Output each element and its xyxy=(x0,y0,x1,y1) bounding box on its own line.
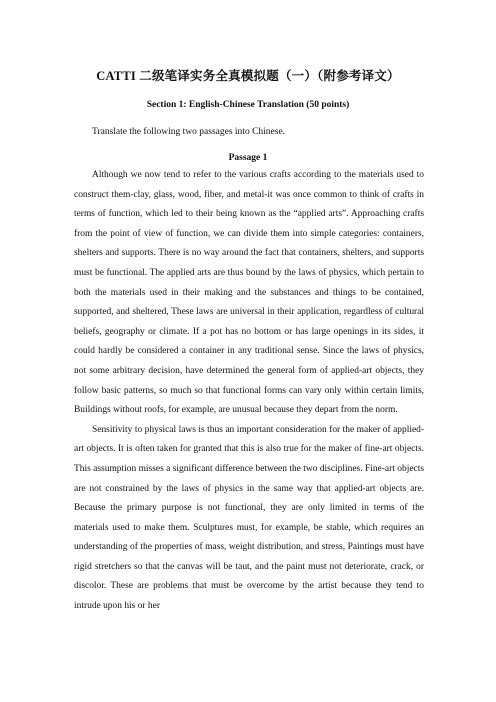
passage-heading: Passage 1 xyxy=(228,153,268,163)
section-heading: Section 1: English-Chinese Translation (50 points) xyxy=(146,100,350,110)
instruction-text: Translate the following two passages into Chinese. xyxy=(92,127,286,137)
paragraph-2: Sensitivity to physical laws is thus an important consideration for the maker of applied-art objects. It is often taken for granted that this is also true for the maker of fine-art objects. This assumption misses a significant difference between the two disciplines. Fine-art objects are not constrained by the laws of physics in the same way that applied-art objects are. Because the primary purpose is not functional, they are only limited in terms of the materials used to make them. Sculptures must, for example, be stable, which requires an understanding of the properties of mass, weight distribution, and stress, Paintings must have rigid stretchers so that the canvas will be taut, and the paint must not deteriorate, crack, or discolor. These are problems that must be overcome by the artist because they tend to intrude upon his or her xyxy=(74,424,424,612)
document-title: CATTI 二级笔译实务全真模拟题（一）（附参考译文） xyxy=(96,69,400,83)
passage-body xyxy=(74,166,424,617)
paragraph-1: Although we now tend to refer to the various crafts according to the materials used to construct them-clay, glass, wood, fiber, and metal-it was once common to think of crafts in terms of function, which led to their being known as the “applied arts”. Approaching crafts from the point of view of function, we can divide them into simple categories: containers, shelters and supports. There is no way around the fact that containers, shelters, and supports must be functional. The applied arts are thus bound by the laws of physics, which pertain to both the materials used in their making and the substances and things to be contained, supported, and sheltered, These laws are universal in their application, regardless of cultural beliefs, geography or climate. If a pot has no bottom or has large openings in its sides, it could hardly be considered a container in any traditional sense. Since the laws of physics, not some arbitrary decision, have determined the general form of applied-art objects, they follow basic patterns, so much so that functional forms can vary only within certain limits, Buildings without roofs, for example, are unusual because they depart from the norm. xyxy=(74,170,424,416)
